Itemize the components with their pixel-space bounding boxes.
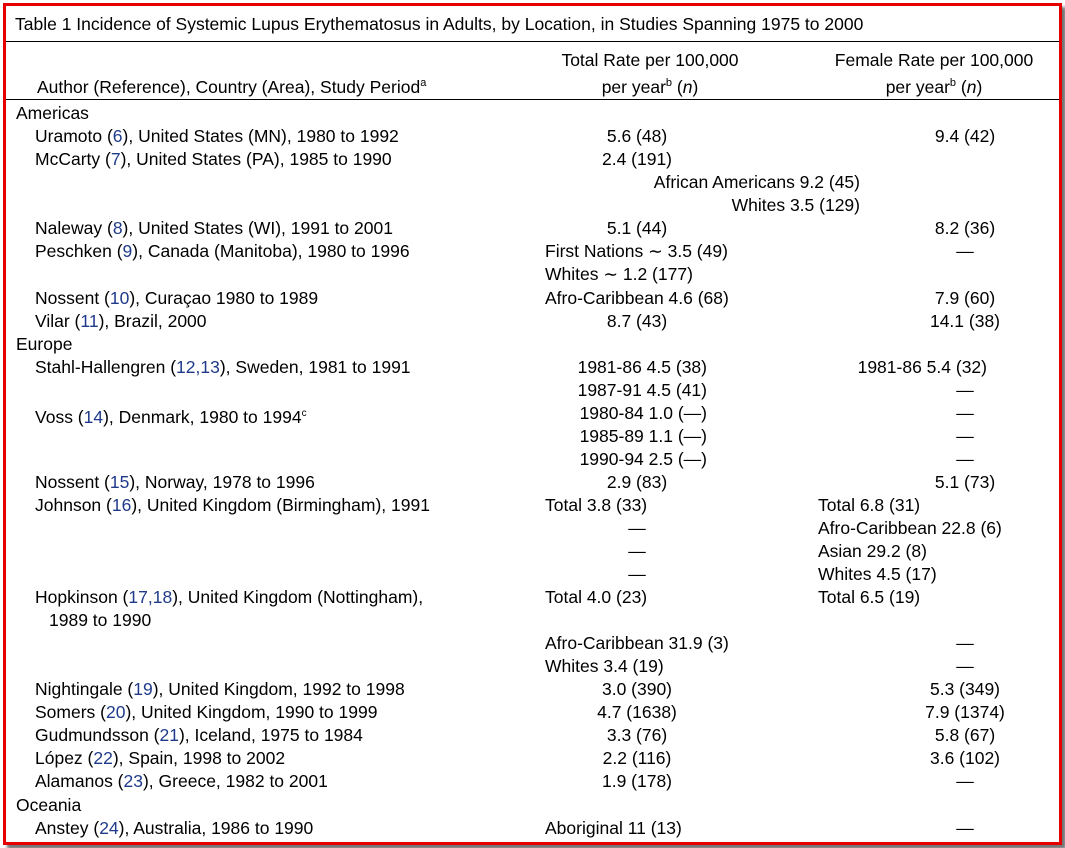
cell-total-rate: 1981-86 4.5 (38) (577, 357, 707, 377)
table-row (6, 240, 1059, 263)
cell-female-rate: — (956, 426, 974, 446)
cell-total-rate: 8.7 (43) (606, 311, 668, 331)
table-row (6, 171, 1059, 194)
cell-total-rate: Whites 3.4 (19) (545, 656, 664, 676)
cell-author: Anstey (24), Australia, 1986 to 1990 (35, 818, 314, 838)
cell-female-rate: 14.1 (38) (929, 311, 1001, 331)
cell-author: Stahl-Hallengren (12,13), Sweden, 1981 to 1991 (35, 357, 411, 377)
cell-total-rate: Total 3.8 (33) (545, 495, 648, 515)
cell-female-rate: Total 6.8 (31) (818, 495, 921, 515)
table-caption: Table 1 Incidence of Systemic Lupus Erythematosus in Adults, by Location, in Studies Spanning 1975 to 2000 (15, 14, 864, 34)
table-row (6, 724, 1059, 747)
reference-link[interactable]: 20 (105, 702, 126, 722)
cell-female-rate: — (956, 403, 974, 423)
reference-link[interactable]: 11 (80, 311, 99, 331)
table-row (6, 517, 1059, 540)
table-row (6, 448, 1059, 471)
section-americas: Americas (16, 103, 89, 123)
header-col-author: Author (Reference), Country (Area), Study Period$^a$ (37, 76, 427, 97)
cell-author: Voss (14), Denmark, 1980 to 1994$^c$ (35, 406, 307, 427)
cell-female-rate: — (956, 656, 974, 676)
cell-author: López (22), Spain, 1998 to 2002 (35, 748, 286, 768)
cell-total-rate: 1990-94 2.5 (—) (579, 449, 707, 469)
cell-author: Naleway (8), United States (WI), 1991 to 2001 (35, 218, 393, 238)
cell-female-rate: — (956, 818, 974, 838)
cell-author: Hopkinson (17,18), United Kingdom (Nottingham), (35, 587, 424, 607)
cell-female-rate: 9.4 (42) (934, 126, 996, 146)
cell-total-rate: Afro-Caribbean 31.9 (3) (545, 633, 729, 653)
cell-female-rate: 7.9 (60) (934, 288, 996, 308)
cell-female-rate: — (956, 241, 974, 261)
cell-total-rate: 1987-91 4.5 (41) (577, 380, 707, 400)
cell-female-rate: 5.1 (73) (934, 472, 996, 492)
cell-total-rate: Whites ∼ 1.2 (177) (545, 264, 693, 284)
table-row (6, 402, 1059, 425)
cell-total-rate: 1.9 (178) (601, 771, 673, 791)
reference-link[interactable]: 10 (109, 288, 130, 308)
cell-total-rate: 2.2 (116) (602, 748, 672, 768)
reference-link[interactable]: 23 (123, 771, 143, 791)
cell-author: Nossent (10), Curaçao 1980 to 1989 (35, 288, 319, 308)
table-row (6, 655, 1059, 678)
reference-link[interactable]: 24 (99, 818, 119, 838)
cell-author: Uramoto (6), United States (MN), 1980 to 1992 (35, 126, 399, 146)
table-row (6, 310, 1059, 333)
cell-female-rate: — (956, 380, 974, 400)
reference-link[interactable]: 12,13 (176, 357, 220, 377)
cell-female-rate: 7.9 (1374) (925, 702, 1005, 722)
cell-spanning-rate: African Americans 9.2 (45) (653, 172, 860, 192)
table-frame (3, 3, 1062, 845)
cell-total-rate: First Nations ∼ 3.5 (49) (545, 241, 728, 261)
table-row (6, 148, 1059, 171)
reference-link[interactable]: 14 (83, 406, 104, 427)
table-row (6, 770, 1059, 793)
cell-female-rate: 5.3 (349) (929, 679, 1001, 699)
table-row (6, 563, 1059, 586)
cell-female-rate: — (956, 633, 974, 653)
cell-author: Nossent (15), Norway, 1978 to 1996 (35, 472, 315, 492)
caption-rule (6, 41, 1059, 42)
cell-total-rate: — (628, 541, 646, 561)
cell-female-rate: Asian 29.2 (8) (818, 541, 927, 561)
reference-link[interactable]: 8 (112, 218, 123, 238)
reference-link[interactable]: 15 (109, 472, 130, 492)
reference-link[interactable]: 6 (112, 126, 123, 146)
cell-total-rate: 3.3 (76) (606, 725, 668, 745)
reference-link[interactable]: 22 (93, 748, 113, 768)
table-row (6, 747, 1059, 770)
cell-author: Nightingale (19), United Kingdom, 1992 to 1998 (35, 679, 405, 699)
table-row (6, 540, 1059, 563)
cell-author: Vilar (11), Brazil, 2000 (35, 311, 207, 331)
table-row (6, 217, 1059, 240)
cell-total-rate: 1980-84 1.0 (—) (579, 403, 707, 423)
header-rule (6, 99, 1059, 100)
cell-total-rate: 1985-89 1.1 (—) (579, 426, 707, 446)
reference-link[interactable]: 9 (122, 241, 133, 261)
reference-link[interactable]: 7 (110, 149, 121, 169)
cell-total-rate: 5.6 (48) (606, 126, 668, 146)
cell-total-rate: 5.1 (44) (606, 218, 668, 238)
reference-link[interactable]: 17,18 (128, 587, 173, 607)
reference-link[interactable]: 16 (111, 495, 132, 515)
table-row (6, 817, 1059, 840)
table-row (6, 471, 1059, 494)
cell-author: Alamanos (23), Greece, 1982 to 2001 (35, 771, 328, 791)
table-row (6, 287, 1059, 310)
cell-author: Johnson (16), United Kingdom (Birmingham), 1991 (35, 495, 430, 515)
header-col-total: Total Rate per 100,000 per year$^b$ (n) (561, 50, 739, 97)
section-europe: Europe (16, 334, 73, 354)
table-row (6, 586, 1059, 630)
cell-female-rate: 3.6 (102) (929, 748, 1001, 768)
cell-total-rate: 2.9 (83) (606, 472, 668, 492)
cell-total-rate: 4.7 (1638) (597, 702, 677, 722)
cell-female-rate: Afro-Caribbean 22.8 (6) (818, 518, 1002, 538)
table-row (6, 263, 1059, 286)
table-row (6, 425, 1059, 448)
cell-female-rate: 8.2 (36) (934, 218, 996, 238)
cell-female-rate: 5.8 (67) (934, 725, 996, 745)
cell-total-rate: Aboriginal 11 (13) (545, 818, 682, 838)
table-row (6, 125, 1059, 148)
table-row (6, 632, 1059, 655)
table-row (6, 194, 1059, 217)
cell-author: Somers (20), United Kingdom, 1990 to 1999 (35, 702, 378, 722)
cell-total-rate: — (628, 564, 646, 584)
cell-female-rate: Total 6.5 (19) (818, 587, 921, 607)
cell-total-rate: 2.4 (191) (601, 149, 673, 169)
cell-total-rate: Afro-Caribbean 4.6 (68) (545, 288, 729, 308)
section-oceania: Oceania (16, 795, 82, 815)
cell-female-rate: Whites 4.5 (17) (818, 564, 937, 584)
table-row (6, 494, 1059, 517)
header-col-female: Female Rate per 100,000 per year$^b$ (n) (834, 50, 1034, 97)
cell-female-rate: — (956, 449, 974, 469)
table-row (6, 379, 1059, 402)
reference-link[interactable]: 21 (159, 725, 179, 745)
cell-total-rate: — (628, 518, 646, 538)
cell-author: Peschken (9), Canada (Manitoba), 1980 to 1996 (35, 241, 410, 261)
table-row (6, 701, 1059, 724)
table-row (6, 356, 1059, 379)
cell-spanning-rate: Whites 3.5 (129) (731, 195, 860, 215)
reference-link[interactable]: 19 (133, 679, 153, 699)
cell-total-rate: 3.0 (390) (601, 679, 673, 699)
cell-author-continued: 1989 to 1990 (49, 610, 152, 630)
table-row (6, 678, 1059, 701)
cell-female-rate: — (956, 771, 974, 791)
cell-female-rate: 1981-86 5.4 (32) (857, 357, 987, 377)
cell-author: McCarty (7), United States (PA), 1985 to 1990 (35, 149, 392, 169)
cell-total-rate: Total 4.0 (23) (545, 587, 648, 607)
cell-author: Gudmundsson (21), Iceland, 1975 to 1984 (35, 725, 363, 745)
